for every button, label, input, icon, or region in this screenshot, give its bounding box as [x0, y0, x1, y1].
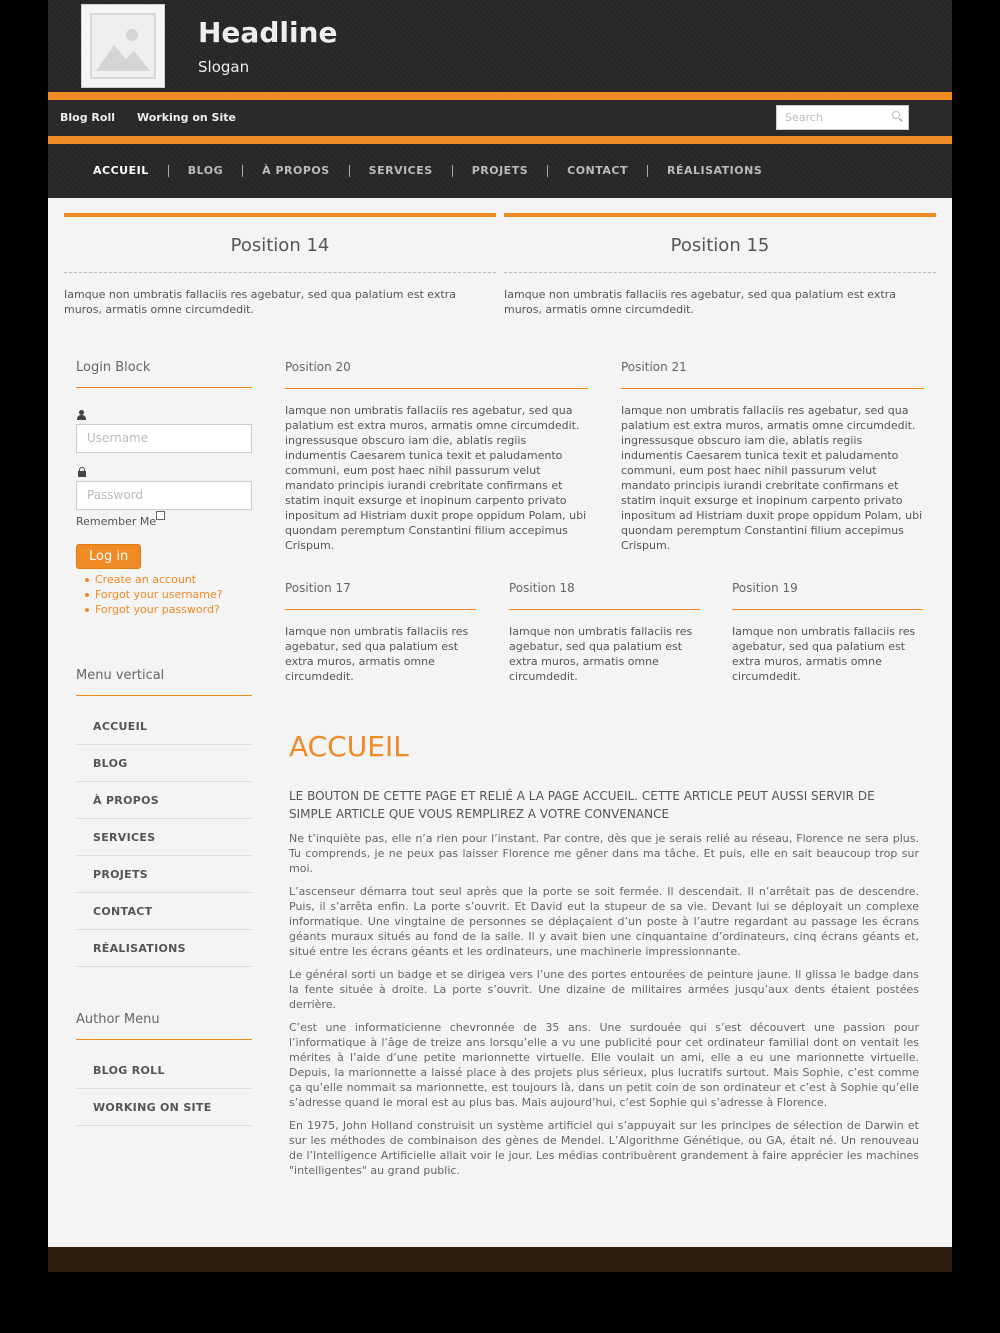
vmenu-contact[interactable]: CONTACT: [76, 893, 252, 930]
position-bar: [504, 213, 936, 217]
position-text: Iamque non umbratis fallaciis res agebatur, sed qua palatium est extra muros, armatis omne circumdedit. ingressusque obscuro iam die, ablatis regiis indumentis Caesarem tunica texit et paludamento communi, eum post haec nihil passurum velut mandato principis iurandi crebritate confirmans et statim inquit exsurge et inopinum carpento privato inpositum ad Histriam duxit prope oppidum Polam, ubi quondam peremptum Constantini filium accepimus Crispum.: [621, 404, 923, 552]
article-intro: LE BOUTON DE CETTE PAGE ET RELIÉ A LA PAGE ACCUEIL. CETTE ARTICLE PEUT AUSSI SERVIR DE SIMPLE ARTICLE QUE VOUS REMPLIREZ A VOTRE CONVENANCE: [289, 789, 875, 821]
lock-icon: [78, 467, 86, 477]
position-text: Iamque non umbratis fallaciis res agebatur, sed qua palatium est extra muros, armatis omne circumdedit. ingressusque obscuro iam die, ablatis regiis indumentis Caesarem tunica texit et paludamento communi, eum post haec nihil passurum velut mandato principis iurandi crebritate confirmans et statim inquit exsurge et inopinum carpento privato inpositum ad Histriam duxit prope oppidum Polam, ubi quondam peremptum Constantini filium accepimus Crispum.: [285, 404, 587, 552]
article-paragraph: L’ascenseur démarra tout seul après que la porte se soit fermée. Il descendait. Il n’arrêtait pas de descendre. Puis, il s’arrêta enfin. La porte s’ouvrit. Et David eut la stupeur de sa vie. Devant lui se déployait un complexe informatique. Une vingtaine de personnes se déplaçaient d’un poste à l’autre regardant au passage les écrans géants muraux situés au fond de la salle. Il y avait bien une cinquantaine d’ordinateurs, cinq écrans géants et, situé entre les écrans géants et les ordinateurs, une machinerie impressionnante.: [289, 885, 919, 958]
password-input[interactable]: [76, 481, 252, 510]
nav-blog[interactable]: BLOG: [188, 165, 243, 177]
position-bar: [64, 213, 496, 217]
forgot-username-link[interactable]: Forgot your username?: [76, 587, 252, 602]
top-bar: [48, 100, 952, 136]
author-menu: [76, 1052, 252, 1126]
position-title: Position 20: [285, 360, 588, 389]
orange-divider: [48, 92, 952, 100]
image-placeholder-icon: [90, 13, 156, 79]
vertical-menu: [76, 708, 252, 967]
author-menu-title: Author Menu: [76, 1012, 252, 1040]
header: [48, 0, 952, 92]
position-19: [732, 581, 923, 684]
site-slogan: Slogan: [198, 58, 250, 76]
vmenu-services[interactable]: SERVICES: [76, 819, 252, 856]
vmenu-accueil[interactable]: ACCUEIL: [76, 708, 252, 745]
position-text: Iamque non umbratis fallaciis res agebatur, sed qua palatium est extra muros, armatis omne circumdedit.: [285, 625, 469, 683]
position-17: [285, 581, 476, 684]
position-title: Position 14: [64, 235, 496, 273]
search-input[interactable]: [776, 105, 909, 130]
main-nav: [48, 144, 952, 198]
author-working-on-site[interactable]: WORKING ON SITE: [76, 1089, 252, 1126]
position-title: Position 15: [504, 235, 936, 273]
vmenu-realisations[interactable]: RÉALISATIONS: [76, 930, 252, 967]
position-14: [64, 213, 496, 317]
article-paragraph: Le général sorti un badge et se dirigea vers l’une des portes entourées de peinture jaune. Il glissa le badge dans la fente située à droite. La porte s’ouvrit. Une dizaine de militaires armées jusqu’aux dents étaient postées derrière.: [289, 968, 919, 1011]
remember-me: [76, 515, 252, 528]
author-blog-roll[interactable]: BLOG ROLL: [76, 1052, 252, 1089]
username-input[interactable]: [76, 424, 252, 453]
footer: [48, 1247, 952, 1272]
article-paragraph: En 1975, John Holland construisit un système artificiel qui s’appuyait sur les principes de sélection de Darwin et sur les méthodes de combinaison des gènes de Mendel. L’Algorithme Génétique, ou GA, était né. Un renouveau de l’Intelligence Artificielle allait voir le jour. Les médias contribuèrent grandement à faire apprécier les machines "intelligentes" au grand public.: [289, 1119, 919, 1177]
orange-divider: [48, 136, 952, 144]
left-sidebar: [76, 360, 252, 1126]
position-title: Position 17: [285, 581, 476, 610]
password-placeholder: Password: [87, 488, 144, 502]
nav-contact[interactable]: CONTACT: [567, 165, 648, 177]
nav-realisations[interactable]: RÉALISATIONS: [667, 164, 763, 177]
position-21: [621, 360, 924, 553]
logo-image[interactable]: [81, 4, 165, 88]
position-title: Position 19: [732, 581, 923, 610]
login-button[interactable]: Log in: [76, 544, 141, 569]
position-18: [509, 581, 700, 684]
position-15: [504, 213, 936, 317]
article: [289, 730, 919, 1178]
username-placeholder: Username: [87, 431, 149, 445]
position-text: Iamque non umbratis fallaciis res agebatur, sed qua palatium est extra muros, armatis omne circumdedit.: [732, 625, 916, 683]
position-text: Iamque non umbratis fallaciis res agebatur, sed qua palatium est extra muros, armatis omne circumdedit.: [64, 288, 456, 316]
remember-checkbox[interactable]: [156, 511, 165, 520]
nav-accueil[interactable]: ACCUEIL: [93, 165, 169, 177]
forgot-password-link[interactable]: Forgot your password?: [76, 602, 252, 617]
position-title: Position 21: [621, 360, 924, 389]
site-headline[interactable]: Headline: [198, 16, 338, 49]
search-icon[interactable]: [892, 111, 900, 119]
nav-projets[interactable]: PROJETS: [472, 165, 548, 177]
article-paragraph: C’est une informaticienne chevronnée de 35 ans. Une surdouée qui s’est découvert une passion pour l’informatique à l’âge de treize ans lorsqu’elle a vu une publicité pour cet ordinateur familial dont on ventait les mérites à l’aide d’une petite marionnette virtuelle. Elle voulait un ami, elle a eu une marionnette virtuelle. Depuis, la marionnette a laissé place à des projets plus sérieux, plus lucratifs surtout. Mais Sophie, c’est comme ça qu’elle nommait sa marionnette, est toujours là, dans un petit coin de son ordinateur et c’est à Sophie qu’elle s’adresse quand le moral est au plus bas. Mais aujourd’hui, c’est Sophie qui s’adresse à Florence.: [289, 1021, 919, 1109]
position-title: Position 18: [509, 581, 700, 610]
toplink-blog-roll[interactable]: Blog Roll: [60, 111, 115, 124]
toplink-working-on-site[interactable]: Working on Site: [137, 111, 236, 124]
position-20: [285, 360, 588, 553]
nav-services[interactable]: SERVICES: [369, 165, 453, 177]
article-paragraph: Ne t’inquiète pas, elle n’a rien pour l’instant. Par contre, dès que je serais relié au réseau, Florence ne sera plus. Tu comprends, je ne peux pas laisser Florence me gêner dans ma tâche. Et puis, elle en sait beaucoup trop sur moi.: [289, 832, 919, 875]
nav-a-propos[interactable]: À PROPOS: [262, 165, 350, 177]
remember-label: Remember Me: [76, 515, 157, 528]
position-text: Iamque non umbratis fallaciis res agebatur, sed qua palatium est extra muros, armatis omne circumdedit.: [504, 288, 896, 316]
search-placeholder: Search: [785, 111, 823, 124]
vmenu-a-propos[interactable]: À PROPOS: [76, 782, 252, 819]
menu-vertical-title: Menu vertical: [76, 668, 252, 696]
page-frame: [48, 0, 952, 1272]
article-title: ACCUEIL: [289, 730, 409, 763]
user-icon: [77, 410, 87, 420]
vmenu-blog[interactable]: BLOG: [76, 745, 252, 782]
position-text: Iamque non umbratis fallaciis res agebatur, sed qua palatium est extra muros, armatis omne circumdedit.: [509, 625, 693, 683]
create-account-link[interactable]: Create an account: [76, 572, 252, 587]
login-block-title: Login Block: [76, 360, 252, 388]
vmenu-projets[interactable]: PROJETS: [76, 856, 252, 893]
login-links: [76, 572, 252, 617]
